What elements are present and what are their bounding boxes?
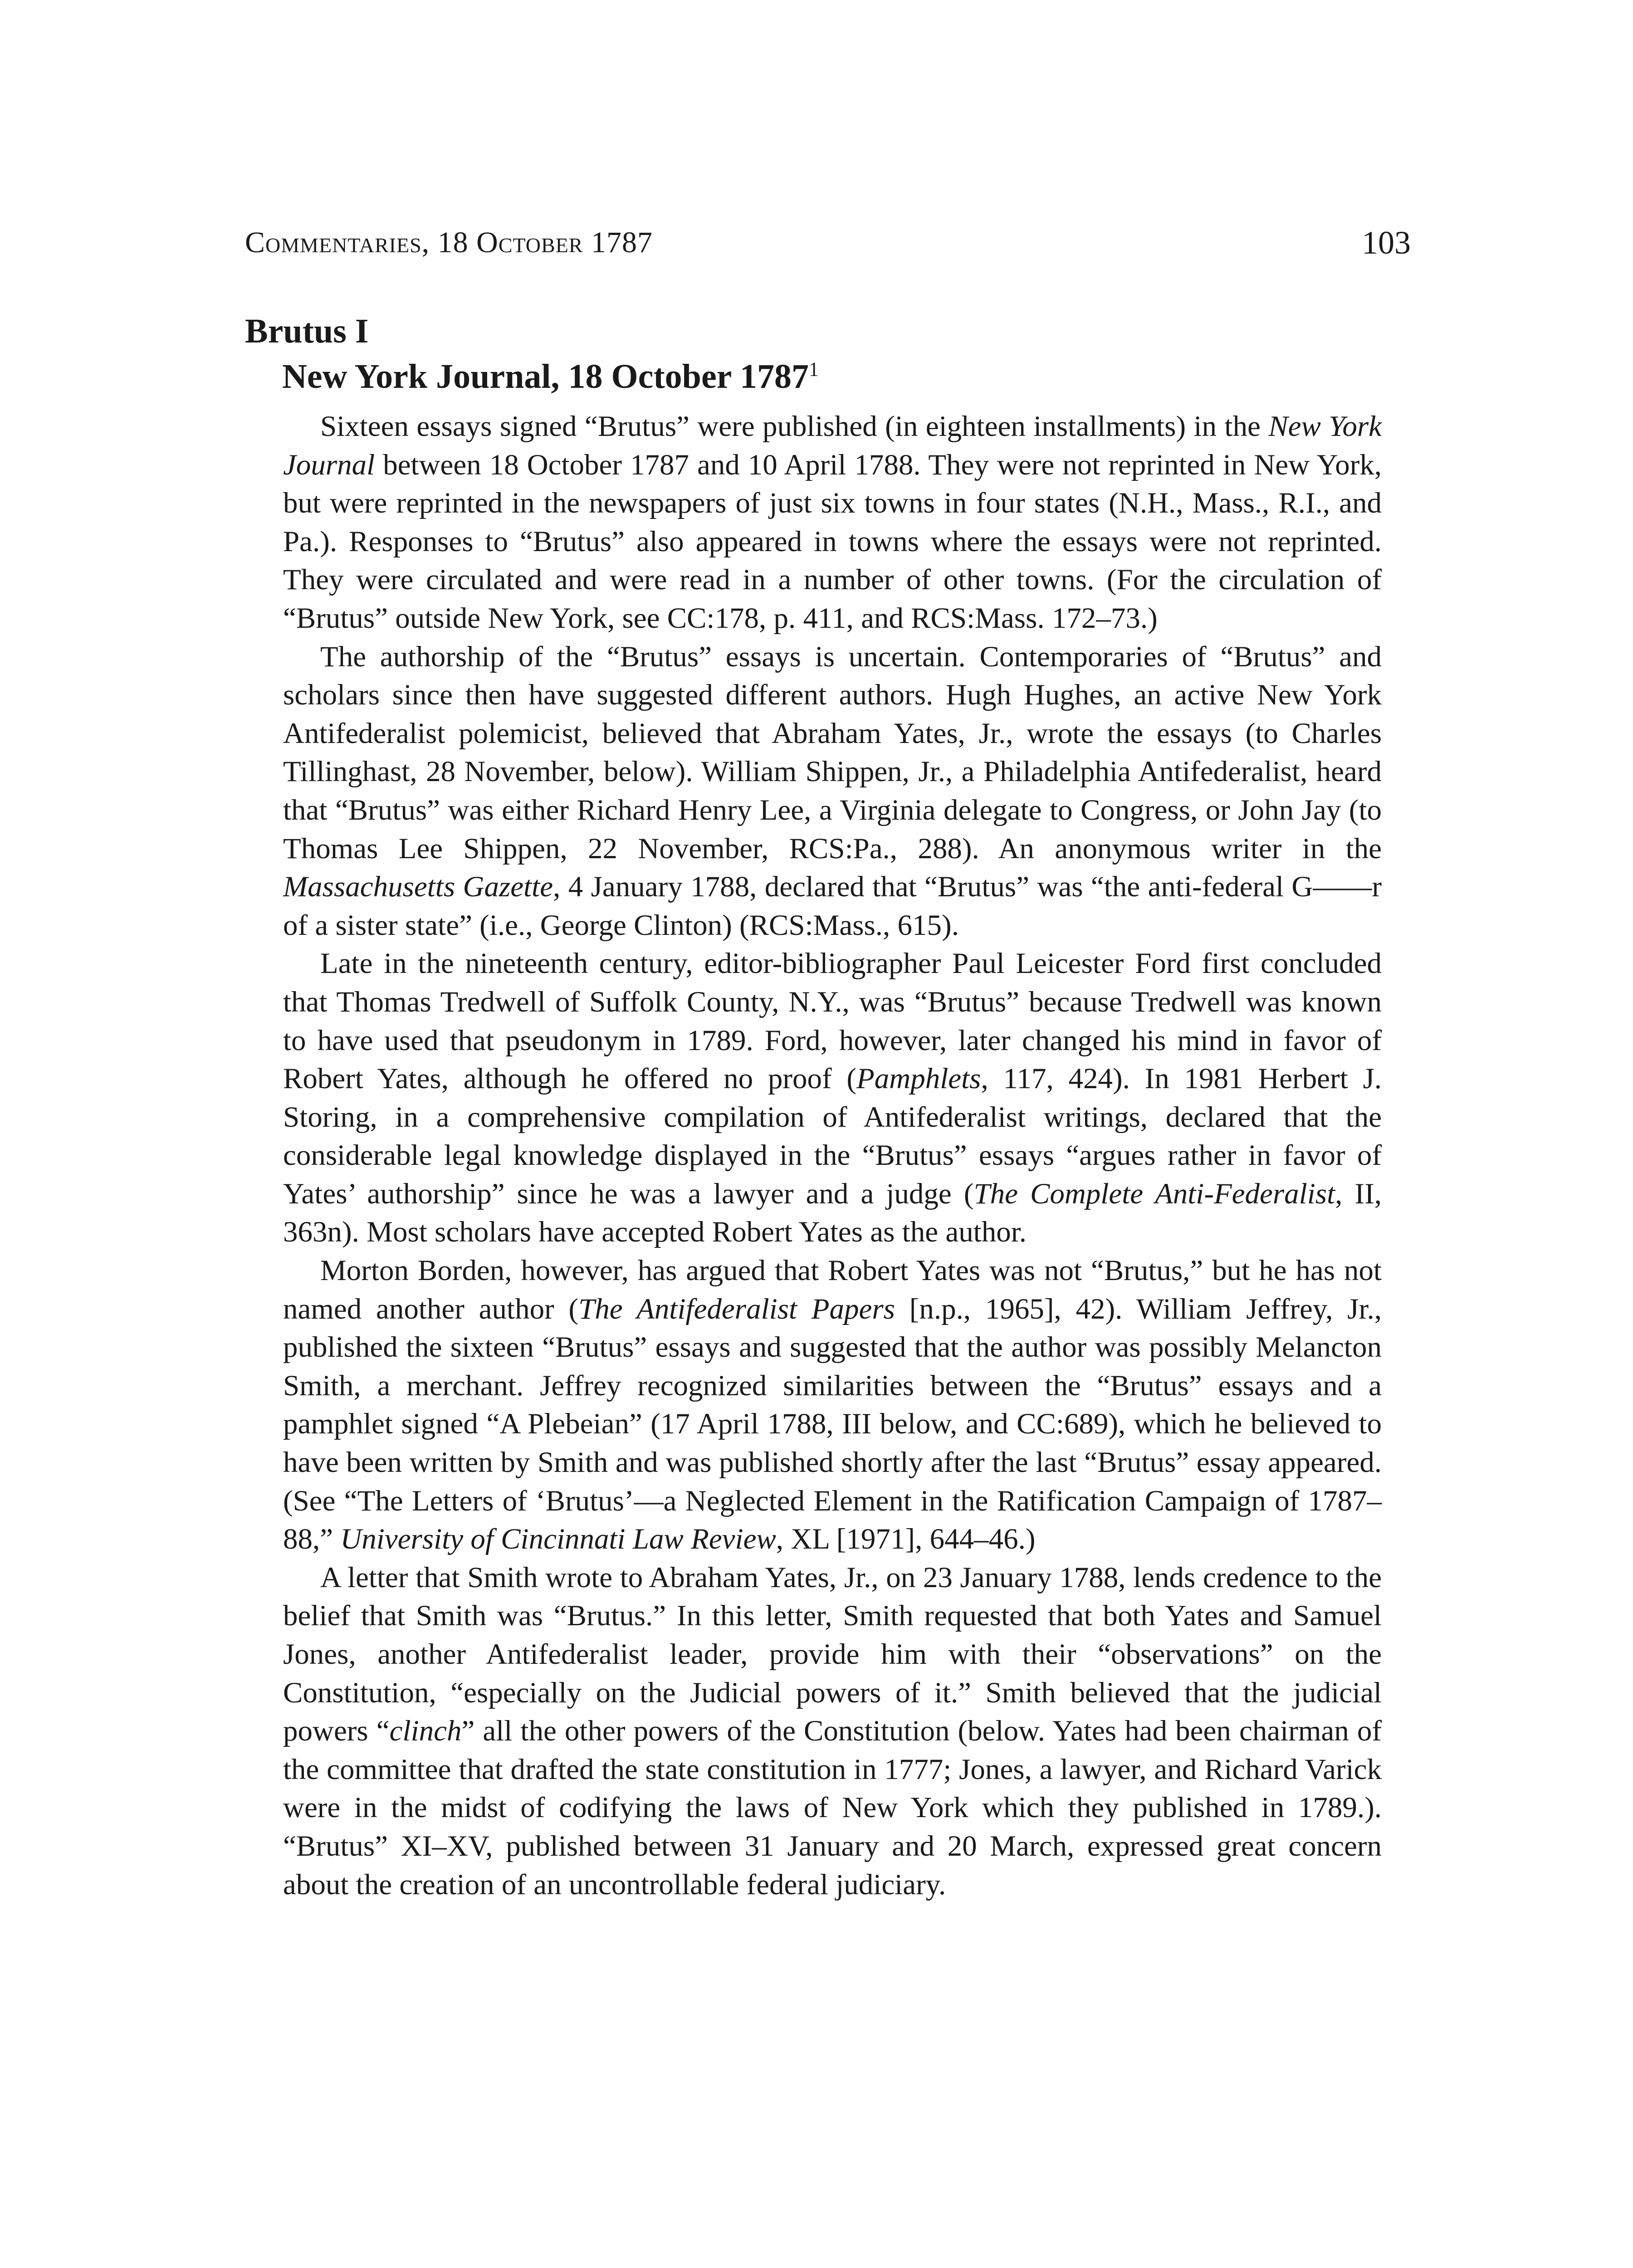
running-head-title: Commentaries, 18 October 1787 [245, 226, 653, 259]
italic-title-text: The Antifederalist Papers [578, 1292, 895, 1325]
paragraph [283, 944, 1382, 1251]
paragraph-text: Morton Borden, however, has argued that Robert Yates was not “Brutus,” but he has not named another author ( [283, 1254, 1382, 1325]
paragraph [283, 407, 1382, 638]
paragraph-text: [n.p., 1965], 42). William Jeffrey, Jr., published the sixteen “Brutus” essays and suggested that the author was possibly Melancton Smith, a merchant. Jeffrey recognized similarities between the “Brutus” essays and a pamphlet signed “A Plebeian” (17 April 1788, III below, and CC:689), which he believed to have been written by Smith and was published shortly after the last “Brutus” essay appeared. (See “The Letters of ‘Brutus’—a Neglected Element in the Ratification Campaign of 1787–88,” [283, 1292, 1382, 1556]
paragraph-text: Sixteen essays signed “Brutus” were published (in eighteen installments) in the [320, 410, 1269, 443]
paragraph-text: A letter that Smith wrote to Abraham Yates, Jr., on 23 January 1788, lends credence to the belief that Smith was “Brutus.” In this letter, Smith requested that both Yates and Samuel Jones, another Antifederalist leader, provide him with their “observations” on the Constitution, “especially on the Judicial powers of it.” Smith believed that the judicial powers “ [283, 1561, 1382, 1748]
italic-title-text: Pamphlets [856, 1062, 981, 1095]
paragraph [283, 1251, 1382, 1559]
editorial-introduction [283, 407, 1382, 1904]
paragraph-text: ” all the other powers of the Constitution (below. Yates had been chairman of the committee that drafted the state constitution in 1777; Jones, a lawyer, and Richard Varick were in the midst of codifying the laws of New York which they published in 1789.). “Brutus” XI–XV, published between 31 January and 20 March, expressed great concern about the creation of an uncontrollable federal judiciary. [283, 1715, 1382, 1901]
paragraph-text: , 117, 424). In 1981 Herbert J. Storing, in a comprehensive compilation of Antifederalist writings, declared that the considerable legal knowledge displayed in the “Brutus” essays “argues rather in favor of Yates’ authorship” since he was a lawyer and a judge ( [283, 1062, 1382, 1210]
page-number: 103 [1362, 225, 1411, 261]
document-source: New York Journal, 18 October 1787 [282, 357, 809, 396]
paragraph-text: Late in the nineteenth century, editor-bibliographer Paul Leicester Ford first concluded that Thomas Tredwell of Suffolk County, N.Y., was “Brutus” because Tredwell was known to have used that pseudonym in 1789. Ford, however, later changed his mind in favor of Robert Yates, although he offered no proof ( [283, 947, 1382, 1095]
paragraph [283, 638, 1382, 945]
paragraph-text: between 18 October 1787 and 10 April 1788. They were not reprinted in New York, but were reprinted in the newspapers of just six towns in four states (N.H., Mass., R.I., and Pa.). Responses to “Brutus” also appeared in towns where the essays were not reprinted. They were circulated and were read in a number of other towns. (For the circulation of “Brutus” outside New York, see CC:178, p. 411, and RCS:Mass. 172–73.) [283, 448, 1382, 635]
italic-title-text: University of Cincinnati Law Review [340, 1523, 776, 1556]
document-heading [245, 308, 1411, 399]
paragraph-text: The authorship of the “Brutus” essays is uncertain. Contemporaries of “Brutus” and scholars since then have suggested different authors. Hugh Hughes, an active New York Antifederalist polemicist, believed that Abraham Yates, Jr., wrote the essays (to Charles Tillinghast, 28 November, below). William Shippen, Jr., a Philadelphia Antifederalist, heard that “Brutus” was either Richard Henry Lee, a Virginia delegate to Congress, or John Jay (to Thomas Lee Shippen, 22 November, RCS:Pa., 288). An anonymous writer in the [283, 640, 1382, 865]
italic-title-text: The Complete Anti-Federalist [973, 1177, 1335, 1210]
document-title: Brutus I [245, 312, 369, 350]
italic-title-text: New York Journal [283, 410, 1382, 481]
paragraph-text: , XL [1971], 644–46.) [776, 1523, 1036, 1556]
paragraph-text: , 4 January 1788, declared that “Brutus” was “the anti-federal G——r of a sister state” (i.e., George Clinton) (RCS:Mass., 615). [283, 870, 1382, 942]
italic-title-text: clinch [389, 1715, 462, 1748]
document-source-line [245, 354, 1411, 399]
paragraph-text: , II, 363n). Most scholars have accepted Robert Yates as the author. [283, 1177, 1382, 1249]
running-head [245, 220, 1411, 265]
italic-title-text: Massachusetts Gazette [283, 870, 553, 904]
paragraph [283, 1559, 1382, 1904]
footnote-reference: 1 [809, 358, 819, 381]
